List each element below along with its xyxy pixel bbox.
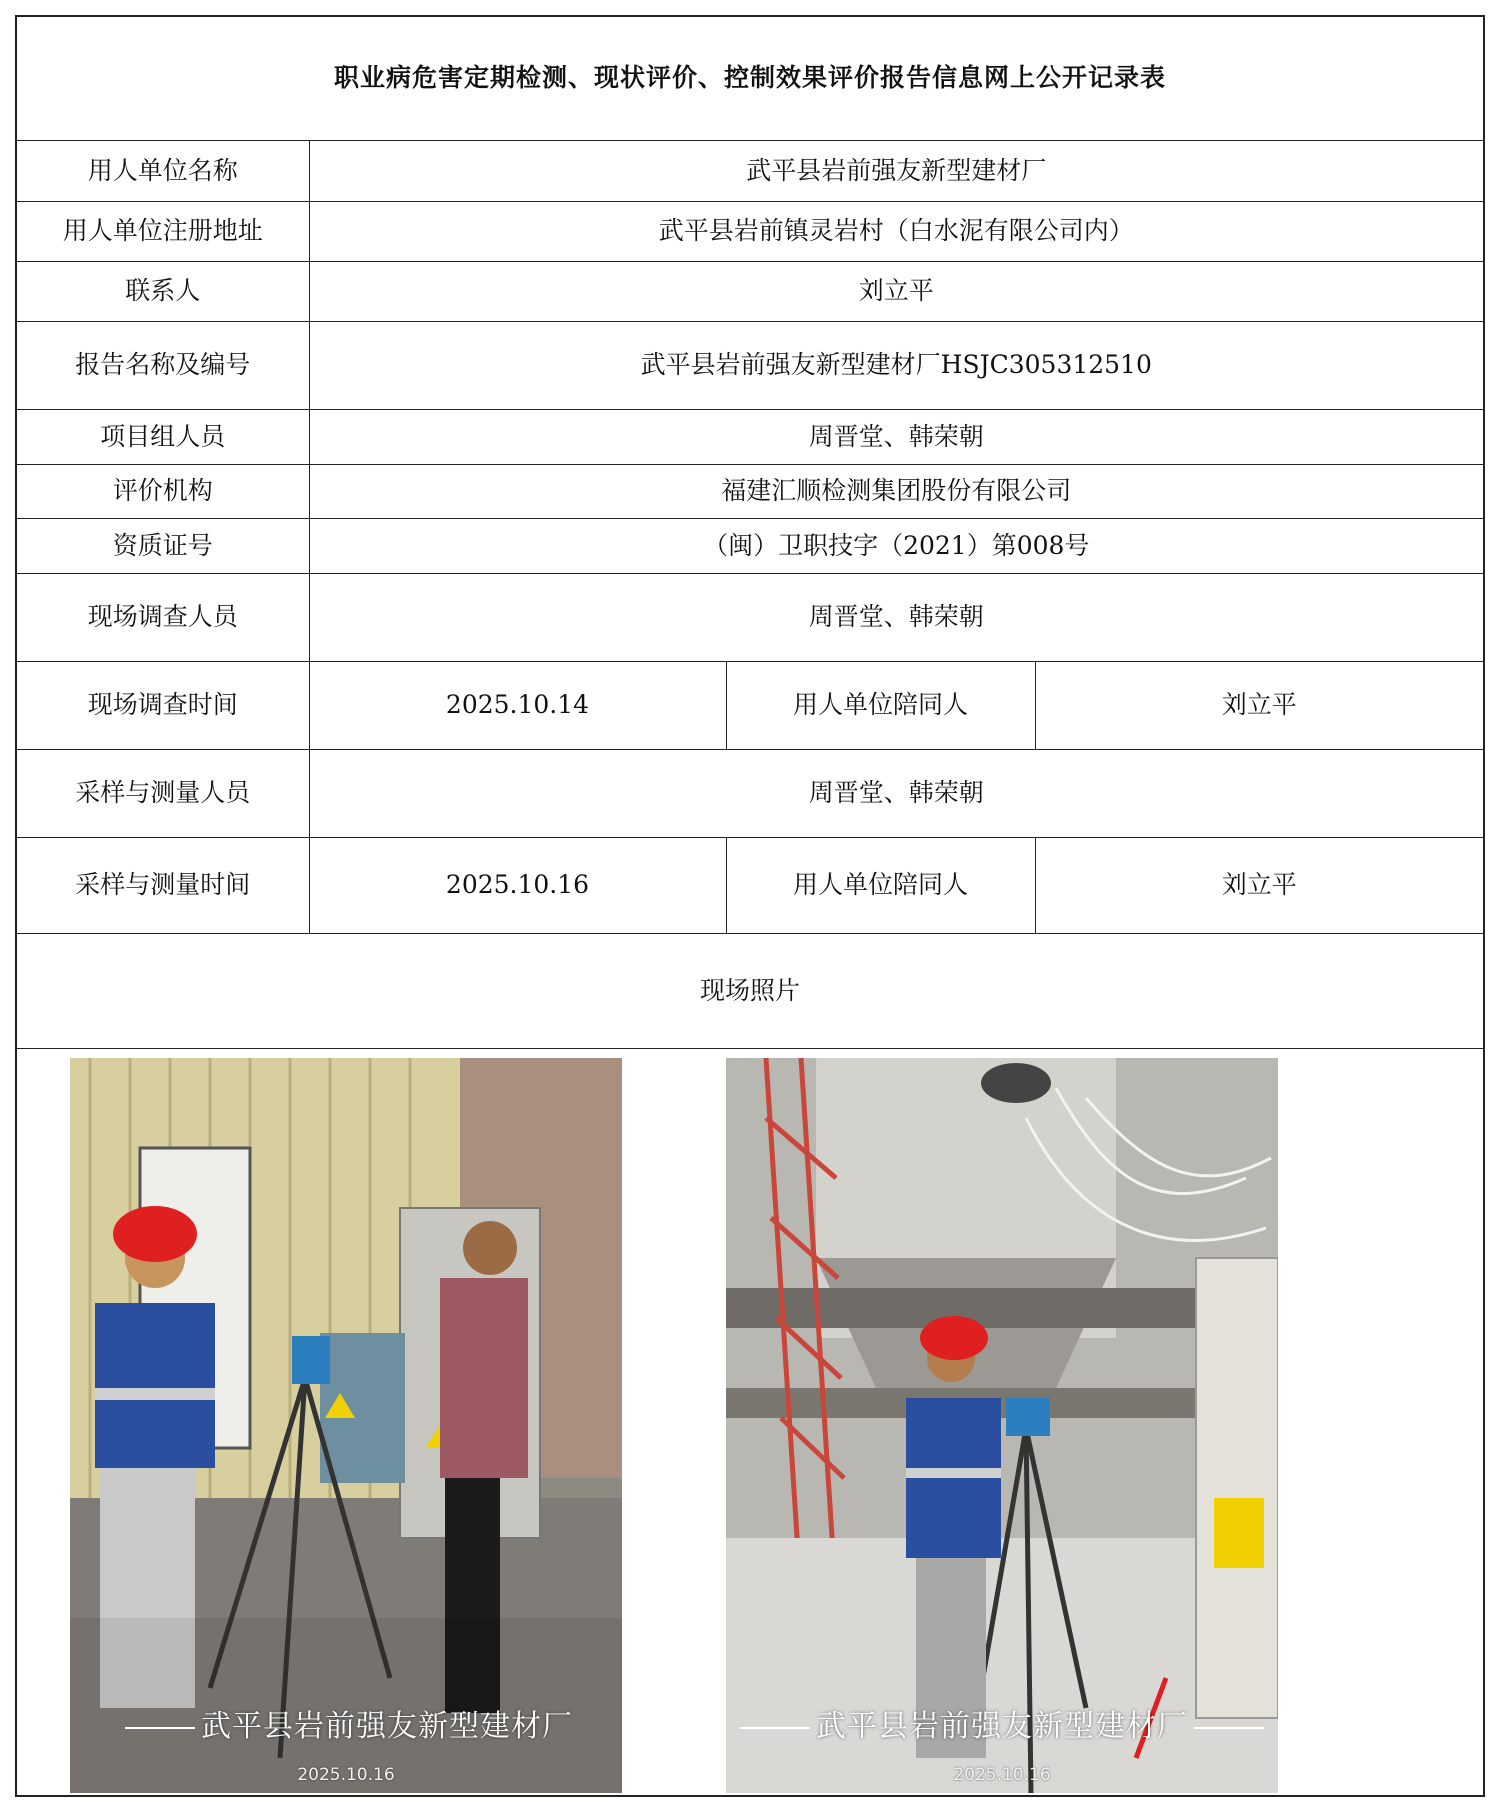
survey-escort-label: 用人单位陪同人 [726, 661, 1035, 749]
employer-name-label: 用人单位名称 [17, 140, 309, 201]
photo-1-caption: 武平县岩前强友新型建材厂 [70, 1701, 622, 1745]
qualification-value: （闽）卫职技字（2021）第008号 [309, 518, 1483, 573]
sampling-staff-value: 周晋堂、韩荣朝 [309, 749, 1483, 837]
sampling-time-label: 采样与测量时间 [17, 837, 309, 933]
project-team-label: 项目组人员 [17, 409, 309, 464]
survey-staff-label: 现场调查人员 [17, 573, 309, 661]
site-photo-1-image [70, 1058, 622, 1793]
report-label: 报告名称及编号 [17, 321, 309, 409]
sampling-escort-label: 用人单位陪同人 [726, 837, 1035, 933]
employer-name-value: 武平县岩前强友新型建材厂 [309, 140, 1483, 201]
agency-value: 福建汇顺检测集团股份有限公司 [309, 464, 1483, 518]
contact-label: 联系人 [17, 261, 309, 321]
survey-staff-value: 周晋堂、韩荣朝 [309, 573, 1483, 661]
employer-address-value: 武平县岩前镇灵岩村（白水泥有限公司内） [309, 201, 1483, 261]
survey-escort-value: 刘立平 [1035, 661, 1483, 749]
sampling-time-value: 2025.10.16 [309, 837, 726, 933]
record-sheet [15, 15, 1485, 1797]
survey-time-value: 2025.10.14 [309, 661, 726, 749]
site-photos [17, 1048, 1483, 1795]
qualification-label: 资质证号 [17, 518, 309, 573]
sampling-staff-label: 采样与测量人员 [17, 749, 309, 837]
site-photo-2-image [726, 1058, 1278, 1793]
page-title: 职业病危害定期检测、现状评价、控制效果评价报告信息网上公开记录表 [17, 17, 1483, 140]
contact-value: 刘立平 [309, 261, 1483, 321]
photo-1-date: 2025.10.16 [297, 1765, 395, 1785]
survey-time-label: 现场调查时间 [17, 661, 309, 749]
record-table [17, 17, 1483, 1049]
report-value: 武平县岩前强友新型建材厂HSJC305312510 [309, 321, 1483, 409]
sampling-escort-value: 刘立平 [1035, 837, 1483, 933]
project-team-value: 周晋堂、韩荣朝 [309, 409, 1483, 464]
photos-header: 现场照片 [17, 933, 1483, 1048]
photo-2-caption: 武平县岩前强友新型建材厂 [726, 1701, 1278, 1745]
photo-2-date: 2025.10.16 [953, 1765, 1051, 1785]
employer-address-label: 用人单位注册地址 [17, 201, 309, 261]
site-photo-2 [726, 1058, 1278, 1793]
agency-label: 评价机构 [17, 464, 309, 518]
site-photo-1 [70, 1058, 622, 1793]
